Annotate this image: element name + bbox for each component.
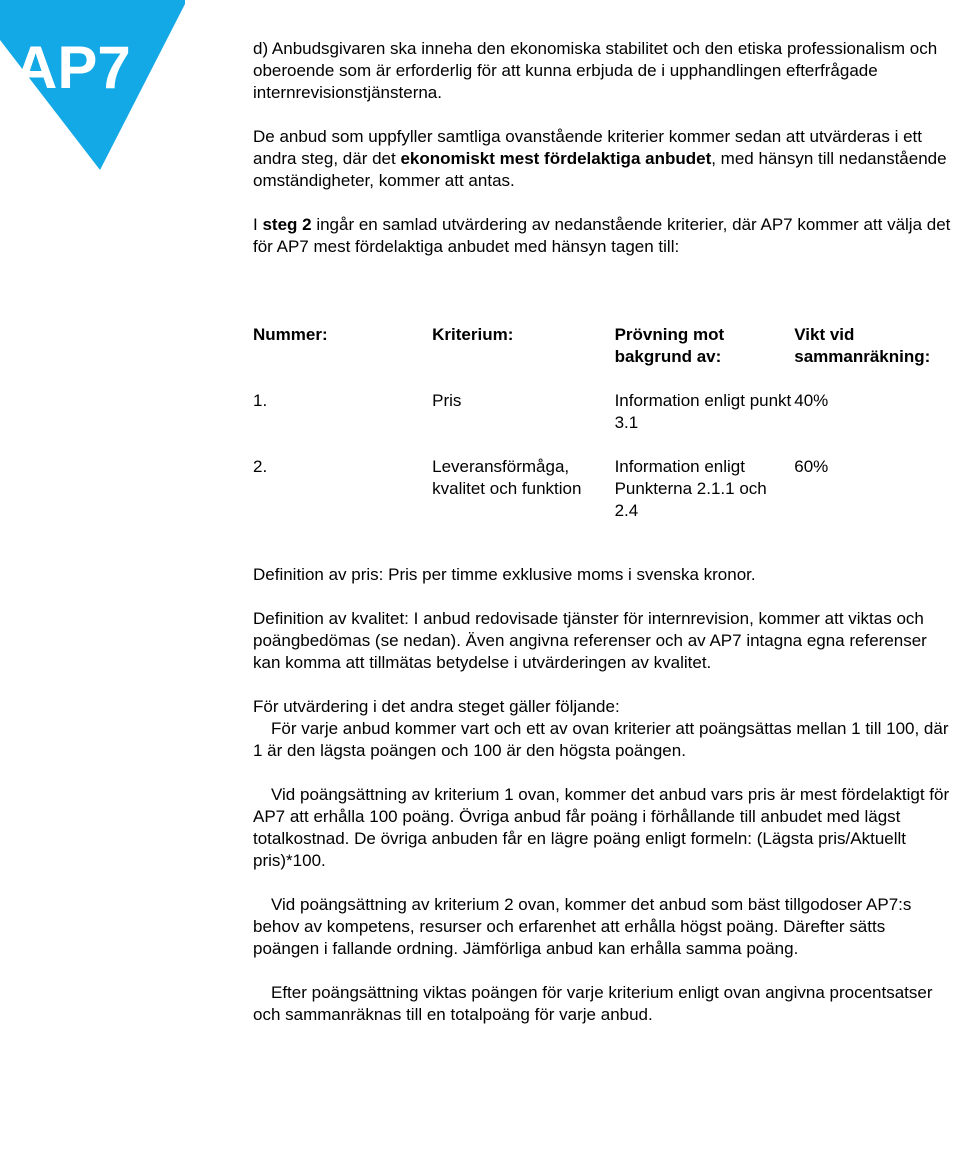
paragraph-stability: d) Anbudsgivaren ska inneha den ekonomiska stabilitet och den etiska professionalism och oberoende som är erforderlig för att kunna erbjuda de i upphandlingen efterfrågade internrevisionstjänsterna. <box>253 39 938 102</box>
cell-criterion: Pris <box>432 391 462 410</box>
paragraph-definition-price: Definition av pris: Pris per timme exklusive moms i svenska kronor. <box>253 565 756 584</box>
paragraph-scoring-quality: Vid poängsättning av kriterium 2 ovan, kommer det anbud som bäst tillgodoser AP7:s behov av kompetens, resurser och erfarenhet att erhålla högst poäng. Därefter sätts poängen i fallande ordning. Jämförliga anbud kan erhålla samma poäng. <box>253 895 912 958</box>
criteria-table <box>253 324 953 544</box>
logo-text: AP7 <box>14 34 131 101</box>
cell-number: 2. <box>253 457 268 476</box>
ap7-logo <box>0 0 190 175</box>
paragraph-step2: I steg 2 ingår en samlad utvärdering av nedanstående kriterier, där AP7 kommer att välja det för AP7 mest fördelaktiga anbudet med hänsyn tagen till: <box>253 215 951 256</box>
header-basis: Prövning mot bakgrund av: <box>614 325 725 366</box>
paragraph-evaluation-intro: För utvärdering i det andra steget gäller följande: <box>253 697 620 716</box>
cell-basis: Information enligt Punkterna 2.1.1 och 2.4 <box>614 457 767 520</box>
paragraph-definition-quality: Definition av kvalitet: I anbud redovisade tjänster för internrevision, kommer att viktas och poängbedömas (se nedan). Även angivna referenser och av AP7 intagna egna referenser kan komma att tillmätas betydelse i utvärderingen av kvalitet. <box>253 609 927 672</box>
table-row <box>253 390 953 456</box>
cell-weight: 60% <box>794 457 829 476</box>
paragraph-evaluation-step: De anbud som uppfyller samtliga ovanstående kriterier kommer sedan att utvärderas i ett andra steg, där det ekonomiskt mest fördelaktiga anbudet, med hänsyn till nedanstående omständigheter, kommer att antas. <box>253 127 947 190</box>
paragraph-scoring: För varje anbud kommer vart och ett av ovan kriterier att poängsättas mellan 1 till 100, där 1 är den lägsta poängen och 100 är den högsta poängen. <box>253 719 949 760</box>
cell-number: 1. <box>253 391 268 410</box>
header-criterion: Kriterium: <box>432 325 514 344</box>
cell-basis: Information enligt punkt 3.1 <box>614 391 792 432</box>
cell-weight: 40% <box>794 391 829 410</box>
document-body <box>253 38 953 1026</box>
table-header-row <box>253 324 953 390</box>
paragraph-scoring-price: Vid poängsättning av kriterium 1 ovan, kommer det anbud vars pris är mest fördelaktigt för AP7 att erhålla 100 poäng. Övriga anbud får poäng i förhållande till anbudet med lägst totalkostnad. De övriga anbuden får en lägre poäng enligt formeln: (Lägsta pris/Aktuellt pris)*100. <box>253 785 950 870</box>
header-number: Nummer: <box>253 325 328 344</box>
paragraph-weighting: Efter poängsättning viktas poängen för varje kriterium enligt ovan angivna procentsatser och sammanräknas till en totalpoäng för varje anbud. <box>253 983 933 1024</box>
header-weight: Vikt vid sammanräkning: <box>794 325 931 366</box>
table-row <box>253 456 953 544</box>
cell-criterion: Leveransförmåga, kvalitet och funktion <box>432 457 582 498</box>
